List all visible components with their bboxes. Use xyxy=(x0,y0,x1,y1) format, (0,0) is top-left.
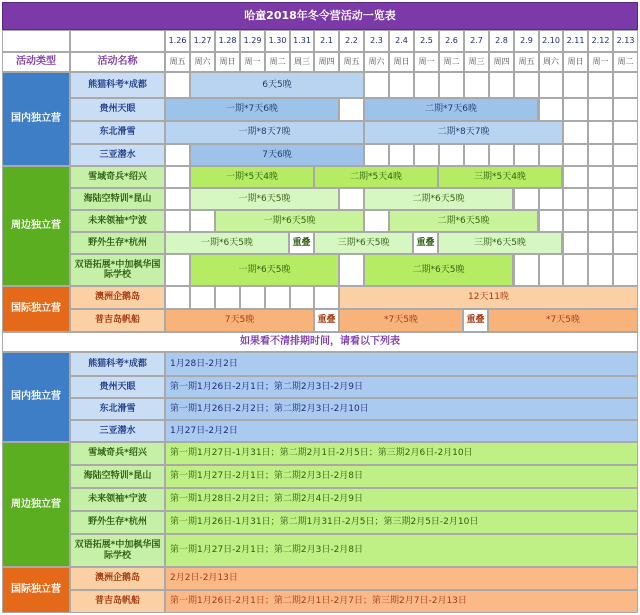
grid-cell xyxy=(539,188,563,210)
grid-cell xyxy=(563,144,588,166)
date-header-cell: 2.1 xyxy=(314,30,339,52)
weekday-header-cell: 周六 xyxy=(190,52,215,72)
date-header-cell: 1.28 xyxy=(215,30,240,52)
category-domestic: 国内独立营 xyxy=(2,352,70,442)
camp-name-dongbei: 东北滑雪 xyxy=(70,121,165,144)
grid-cell xyxy=(364,72,389,98)
note-banner: 如果看不清排期时间，请看以下列表 xyxy=(2,332,638,352)
camp-name-xueyu: 雪域奇兵*绍兴 xyxy=(70,166,165,188)
list-name-shuangyu: 双语拓展*中加枫华国际学校 xyxy=(70,534,165,567)
bar-dongbei-1: 一期*8天7晚 xyxy=(165,121,364,144)
grid-cell xyxy=(439,144,464,166)
date-header-cell: 2.7 xyxy=(464,30,489,52)
weekday-header-cell: 周二 xyxy=(265,52,290,72)
weekday-header-cell: 周一 xyxy=(414,52,439,72)
grid-cell xyxy=(165,210,190,232)
page-title: 哈童2018年冬令营活动一览表 xyxy=(2,2,638,30)
grid-cell xyxy=(563,72,588,98)
grid-cell xyxy=(514,254,539,286)
weekday-header-cell: 周二 xyxy=(439,52,464,72)
grid-cell xyxy=(414,144,439,166)
grid-cell xyxy=(613,144,638,166)
grid-cell xyxy=(514,144,539,166)
date-header-cell: 2.4 xyxy=(389,30,414,52)
grid-cell xyxy=(265,286,290,309)
list-name-yewai: 野外生存*杭州 xyxy=(70,511,165,534)
grid-cell xyxy=(613,98,638,121)
grid-cell xyxy=(165,72,190,98)
grid-cell xyxy=(563,188,588,210)
bar-puji-1: 7天5晚 xyxy=(165,309,314,332)
weekday-header-cell: 周三 xyxy=(290,52,314,72)
bar-hailu-1: 一期*6天5晚 xyxy=(190,188,339,210)
column-header-type: 活动类型 xyxy=(2,52,70,72)
weekday-header-cell: 周四 xyxy=(489,52,514,72)
weekday-header-cell: 周五 xyxy=(339,52,364,72)
grid-cell xyxy=(240,286,265,309)
date-header-cell: 2.2 xyxy=(339,30,364,52)
grid-cell xyxy=(339,188,364,210)
camp-name-guizhou: 贵州天眼 xyxy=(70,98,165,121)
bar-xueyu-1: 一期*5天4晚 xyxy=(190,166,314,188)
date-header-cell: 2.5 xyxy=(414,30,439,52)
weekday-header-cell: 周五 xyxy=(514,52,539,72)
grid-cell xyxy=(613,210,638,232)
grid-cell xyxy=(539,144,563,166)
weekday-header-cell: 周日 xyxy=(389,52,414,72)
bar-xueyu-2: 二期*5天4晚 xyxy=(314,166,438,188)
grid-cell xyxy=(613,232,638,254)
grid-cell xyxy=(539,98,563,121)
grid-cell xyxy=(439,72,464,98)
grid-cell xyxy=(165,286,190,309)
grid-cell xyxy=(613,72,638,98)
date-header-cell: 1.26 xyxy=(165,30,190,52)
grid-cell xyxy=(539,254,563,286)
bar-weilai-1: 一期*6天5晚 xyxy=(215,210,364,232)
grid-cell xyxy=(190,286,215,309)
list-dates-shuangyu: 第一期1月27日-2月1日；第二期2月3日-2月8日 xyxy=(165,534,638,567)
list-name-sanya: 三亚潜水 xyxy=(70,420,165,442)
camp-name-hailu: 海陆空特训*昆山 xyxy=(70,188,165,210)
camp-name-aozhou: 澳洲企鹅岛 xyxy=(70,286,165,309)
bar-shuangyu-2: 二期*6天5晚 xyxy=(364,254,513,286)
list-dates-guizhou: 第一期1月26日-2月1日；第二期2月3日-2月9日 xyxy=(165,376,638,398)
grid-cell xyxy=(588,188,613,210)
camp-name-weilai: 未来领袖*宁波 xyxy=(70,210,165,232)
list-name-puji: 普吉岛帆船 xyxy=(70,590,165,613)
bar-puji-2: *7天5晚 xyxy=(339,309,463,332)
grid-cell xyxy=(165,254,190,286)
list-name-xueyu: 雪域奇兵*绍兴 xyxy=(70,442,165,465)
overlap-marker: 重叠 xyxy=(314,309,339,332)
camp-name-sanya: 三亚潜水 xyxy=(70,144,165,166)
weekday-header-cell: 周二 xyxy=(613,52,638,72)
date-header-cell: 1.29 xyxy=(240,30,265,52)
category-nearby: 周边独立营 xyxy=(2,166,70,286)
date-header-cell: 2.6 xyxy=(439,30,464,52)
weekday-header-cell: 周一 xyxy=(588,52,613,72)
overlap-marker: 重叠 xyxy=(413,232,438,254)
list-dates-puji: 第一期1月26日-2月1日；第二期2月1日-2月7日；第三期2月7日-2月13日 xyxy=(165,590,638,613)
grid-cell xyxy=(514,188,539,210)
bar-yewai-3: 三期*6天5晚 xyxy=(438,232,562,254)
category-international: 国际独立营 xyxy=(2,567,70,613)
header-blank-type xyxy=(2,30,70,52)
list-dates-weilai: 第一期1月28日-2月2日；第二期2月4日-2月9日 xyxy=(165,488,638,511)
grid-cell xyxy=(514,72,539,98)
weekday-header-cell: 周四 xyxy=(314,52,339,72)
grid-cell xyxy=(613,254,638,286)
grid-cell xyxy=(563,121,588,144)
date-header-cell: 2.3 xyxy=(364,30,389,52)
bar-yewai-2: 三期*6天5晚 xyxy=(314,232,413,254)
category-international: 国际独立营 xyxy=(2,286,70,332)
weekday-header-cell: 周五 xyxy=(165,52,190,72)
list-name-weilai: 未来领袖*宁波 xyxy=(70,488,165,511)
grid-cell xyxy=(489,144,514,166)
date-header-cell: 2.11 xyxy=(563,30,588,52)
grid-cell xyxy=(588,98,613,121)
grid-cell xyxy=(165,144,190,166)
list-dates-sanya: 1月27日-2月2日 xyxy=(165,420,638,442)
grid-cell xyxy=(539,72,563,98)
date-header-cell: 2.8 xyxy=(489,30,514,52)
camp-name-shuangyu: 双语拓展*中加枫华国际学校 xyxy=(70,254,165,286)
grid-cell xyxy=(563,98,588,121)
list-name-hailu: 海陆空特训*昆山 xyxy=(70,465,165,488)
grid-cell xyxy=(588,166,613,188)
date-header-cell: 1.27 xyxy=(190,30,215,52)
list-dates-panda: 1月28日-2月2日 xyxy=(165,352,638,376)
grid-cell xyxy=(613,166,638,188)
header-blank-name xyxy=(70,30,165,52)
camp-name-yewai: 野外生存*杭州 xyxy=(70,232,165,254)
grid-cell xyxy=(215,286,240,309)
bar-guizhou-2: 二期*7天6晚 xyxy=(364,98,538,121)
date-header-cell: 2.13 xyxy=(613,30,638,52)
weekday-header-cell: 周三 xyxy=(464,52,489,72)
list-dates-dongbei: 第一期1月26日-2月2日；第二期2月3日-2月10日 xyxy=(165,398,638,420)
list-name-aozhou: 澳洲企鹅岛 xyxy=(70,567,165,590)
grid-cell xyxy=(364,144,389,166)
column-header-name: 活动名称 xyxy=(70,52,165,72)
grid-cell xyxy=(489,72,514,98)
list-dates-yewai: 第一期1月26日-1月31日；第二期1月31日-2月5日；第三期2月5日-2月10日 xyxy=(165,511,638,534)
grid-cell xyxy=(165,188,190,210)
grid-cell xyxy=(339,254,364,286)
grid-cell xyxy=(464,72,489,98)
overlap-marker: 重叠 xyxy=(463,309,488,332)
grid-cell xyxy=(588,144,613,166)
grid-cell xyxy=(414,72,439,98)
camp-name-panda: 熊猫科考*成都 xyxy=(70,72,165,98)
weekday-header-cell: 周日 xyxy=(563,52,588,72)
grid-cell xyxy=(613,121,638,144)
list-dates-xueyu: 第一期1月27日-1月31日；第二期2月1日-2月5日；第三期2月6日-2月10日 xyxy=(165,442,638,465)
grid-cell xyxy=(389,144,414,166)
grid-cell xyxy=(339,98,364,121)
grid-cell xyxy=(563,254,588,286)
date-header-cell: 1.31 xyxy=(290,30,314,52)
grid-cell xyxy=(290,286,314,309)
list-name-panda: 熊猫科考*成都 xyxy=(70,352,165,376)
category-nearby: 周边独立营 xyxy=(2,442,70,567)
grid-cell xyxy=(563,232,588,254)
weekday-header-cell: 周六 xyxy=(539,52,563,72)
list-dates-aozhou: 2月2日-2月13日 xyxy=(165,567,638,590)
bar-dongbei-2: 二期*8天7晚 xyxy=(364,121,563,144)
grid-cell xyxy=(539,210,563,232)
grid-cell xyxy=(389,72,414,98)
date-header-cell: 2.10 xyxy=(539,30,563,52)
grid-cell xyxy=(190,210,215,232)
grid-cell xyxy=(165,166,190,188)
grid-cell xyxy=(588,210,613,232)
grid-cell xyxy=(314,286,339,309)
bar-puji-3: *7天5晚 xyxy=(488,309,638,332)
list-name-dongbei: 东北滑雪 xyxy=(70,398,165,420)
weekday-header-cell: 周日 xyxy=(215,52,240,72)
grid-cell xyxy=(464,144,489,166)
weekday-header-cell: 周六 xyxy=(364,52,389,72)
bar-sanya: 7天6晚 xyxy=(190,144,364,166)
grid-cell xyxy=(588,72,613,98)
grid-cell xyxy=(588,121,613,144)
bar-xueyu-3: 三期*5天4晚 xyxy=(438,166,562,188)
bar-aozhou: 12天11晚 xyxy=(339,286,638,309)
grid-cell xyxy=(364,210,389,232)
grid-cell xyxy=(563,210,588,232)
bar-guizhou-1: 一期*7天6晚 xyxy=(165,98,339,121)
camp-name-puji: 普吉岛帆船 xyxy=(70,309,165,332)
grid-cell xyxy=(563,166,588,188)
weekday-header-cell: 周一 xyxy=(240,52,265,72)
date-header-cell: 1.30 xyxy=(265,30,290,52)
bar-shuangyu-1: 一期*6天5晚 xyxy=(190,254,339,286)
overlap-marker: 重叠 xyxy=(289,232,314,254)
bar-hailu-2: 二期*6天5晚 xyxy=(364,188,513,210)
grid-cell xyxy=(588,232,613,254)
grid-cell xyxy=(588,254,613,286)
bar-weilai-2: 二期*6天5晚 xyxy=(389,210,538,232)
category-domestic: 国内独立营 xyxy=(2,72,70,166)
grid-cell xyxy=(613,188,638,210)
list-name-guizhou: 贵州天眼 xyxy=(70,376,165,398)
bar-panda: 6天5晚 xyxy=(190,72,364,98)
date-header-cell: 2.9 xyxy=(514,30,539,52)
bar-yewai-1: 一期*6天5晚 xyxy=(165,232,289,254)
list-dates-hailu: 第一期1月27日-2月1日；第二期2月3日-2月8日 xyxy=(165,465,638,488)
date-header-cell: 2.12 xyxy=(588,30,613,52)
